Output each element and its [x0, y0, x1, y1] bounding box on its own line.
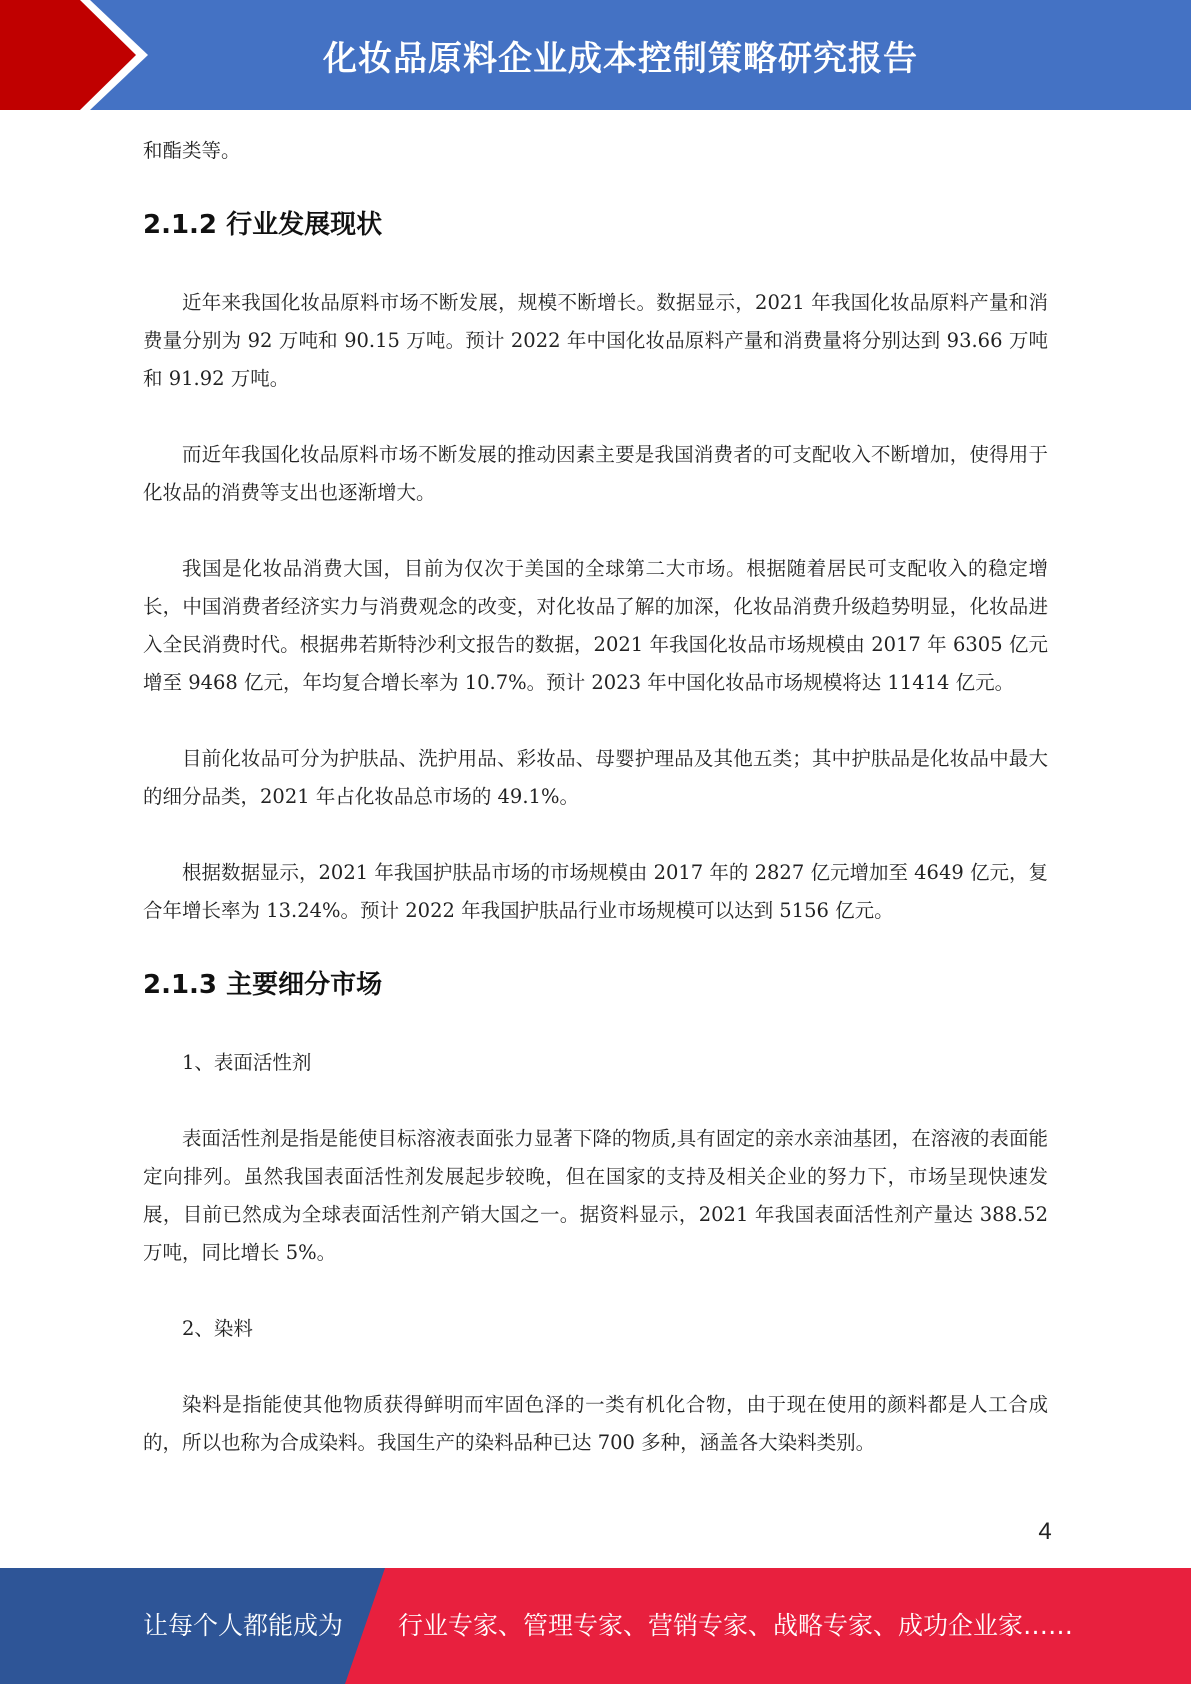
subsection-label: 2、染料 — [182, 1317, 253, 1340]
section-heading: 2.1.2 行业发展现状 — [143, 210, 383, 240]
subsection-label: 1、表面活性剂 — [182, 1051, 312, 1074]
document-body — [143, 132, 1048, 1500]
report-title: 化妆品原料企业成本控制策略研究报告 — [323, 38, 918, 79]
continued-text: 和酯类等。 — [143, 139, 241, 162]
page-footer — [0, 1568, 1191, 1684]
section-heading: 2.1.3 主要细分市场 — [143, 970, 383, 1000]
paragraph: 根据数据显示，2021 年我国护肤品市场的市场规模由 2017 年的 2827 亿元增加至 4649 亿元，复合年增长率为 13.24%。预计 2022 年我国护肤品行业市场规模可以达到 5156 亿元。 — [143, 861, 1048, 922]
footer-slogan-right: 行业专家、管理专家、营销专家、战略专家、成功企业家…… — [398, 1611, 1074, 1640]
paragraph: 我国是化妆品消费大国，目前为仅次于美国的全球第二大市场。根据随着居民可支配收入的稳定增长，中国消费者经济实力与消费观念的改变，对化妆品了解的加深，化妆品消费升级趋势明显，化妆品进入全民消费时代。根据弗若斯特沙利文报告的数据，2021 年我国化妆品市场规模由 2017 年 6305 亿元增至 9468 亿元，年均复合增长率为 10.7%。预计 2023 年中国化妆品市场规模将达 11414 亿元。 — [143, 557, 1048, 694]
paragraph: 近年来我国化妆品原料市场不断发展，规模不断增长。数据显示，2021 年我国化妆品原料产量和消费量分别为 92 万吨和 90.15 万吨。预计 2022 年中国化妆品原料产量和消费量将分别达到 93.66 万吨和 91.92 万吨。 — [143, 291, 1048, 390]
footer-slogan-left: 让每个人都能成为 — [143, 1611, 344, 1640]
paragraph: 而近年我国化妆品原料市场不断发展的推动因素主要是我国消费者的可支配收入不断增加，使得用于化妆品的消费等支出也逐渐增大。 — [143, 443, 1048, 504]
paragraph: 目前化妆品可分为护肤品、洗护用品、彩妆品、母婴护理品及其他五类；其中护肤品是化妆品中最大的细分品类，2021 年占化妆品总市场的 49.1%。 — [143, 747, 1048, 808]
page-header — [0, 0, 1191, 110]
paragraph: 表面活性剂是指是能使目标溶液表面张力显著下降的物质,具有固定的亲水亲油基团，在溶液的表面能定向排列。虽然我国表面活性剂发展起步较晚，但在国家的支持及相关企业的努力下，市场呈现快速发展，目前已然成为全球表面活性剂产销大国之一。据资料显示，2021 年我国表面活性剂产量达 388.52 万吨，同比增长 5%。 — [143, 1127, 1048, 1264]
header-arrow-decoration — [0, 0, 160, 110]
paragraph: 染料是指能使其他物质获得鲜明而牢固色泽的一类有机化合物，由于现在使用的颜料都是人工合成的，所以也称为合成染料。我国生产的染料品种已达 700 多种，涵盖各大染料类别。 — [143, 1393, 1048, 1454]
page-number: 4 — [1038, 1518, 1052, 1545]
